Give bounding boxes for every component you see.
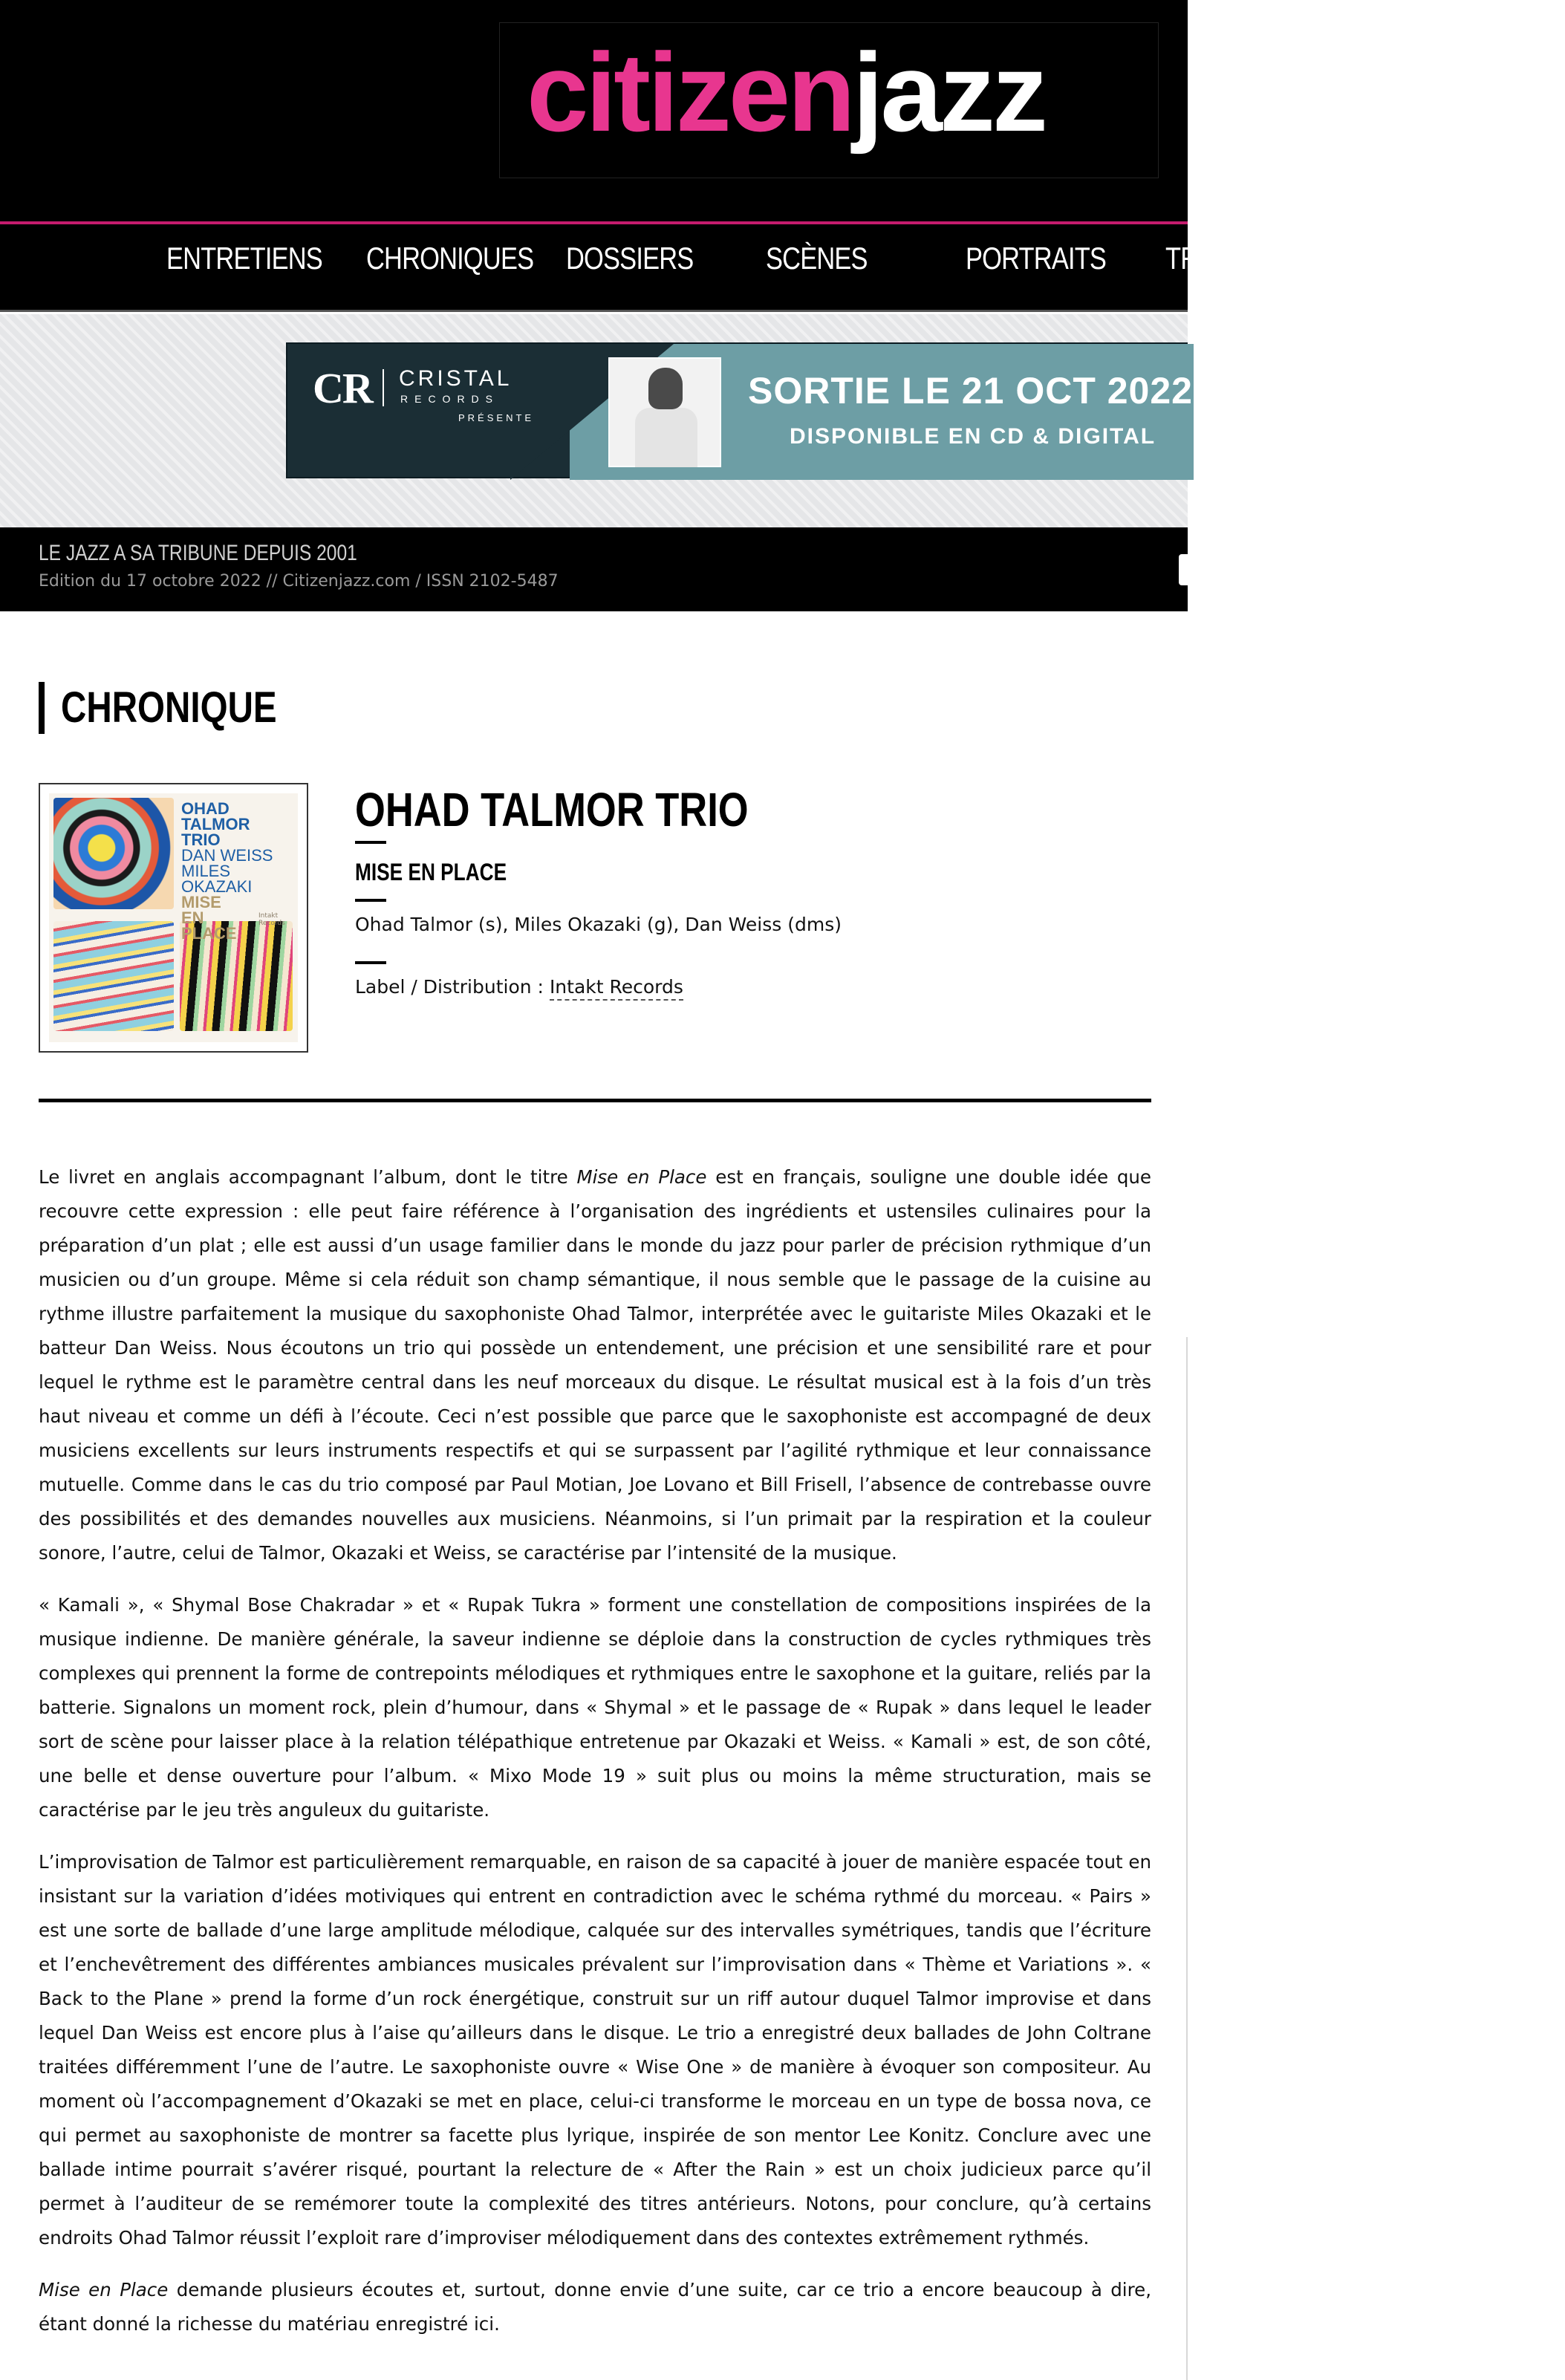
cover-art-bottom-left xyxy=(53,921,174,1031)
subtitle-dash xyxy=(355,899,386,902)
ad-cover-figure-body xyxy=(635,408,697,467)
ad-cr-logo: CR xyxy=(313,364,372,412)
ad-subline: DISPONIBLE EN CD & DIGITAL xyxy=(790,424,1156,449)
nav-item-photos[interactable]: PHO xyxy=(1365,241,1419,276)
ad-records: RECORDS xyxy=(400,393,500,405)
site-header xyxy=(0,0,1188,221)
nav-item-dossiers[interactable]: DOSSIERS xyxy=(566,241,694,276)
tagline-bar xyxy=(0,527,1188,611)
article-paragraph-1: Le livret en anglais accompagnant l’album, dont le titre Mise en Place est en français, souligne une double idée que recouvre cette expression : elle peut faire référence à l’organisation des ingrédients et ustensiles culinaires pour la préparation d’un plat ; elle est aussi d’un usage familier dans le monde du jazz pour parler de précision rythmique d’un musicien ou d’un groupe. Même si cela réduit son champ sémantique, il nous semble que le passage de la cuisine au rythme illustre parfaitement la musique du saxophoniste Ohad Talmor, interprétée avec le guitariste Miles Okazaki et le batteur Dan Weiss. Nous écoutons un trio qui possède un entendement, une précision et une sensibilité rare et pour lequel le rythme est le paramètre central dans les neuf morceaux du disque. Le résultat musical est à la fois d’un très haut niveau et comme un défi à l’écoute. Ceci n’est possible que parce que le saxophoniste est accompagné de deux musiciens excellents sur leurs instruments respectifs et qui se surpassent par l’agilité rythmique et leur connaissance mutuelle. Comme dans le cas du trio composé par Paul Motian, Joe Lovano et Bill Frisell, l’absence de contrebasse ouvre des possibilités et des demandes nouvelles aux musiciens. Néanmoins, si l’un primait par la respiration et la couleur sonore, l’autre, celui de Talmor, Okazaki et Weiss, se caractérise par l’intensité de la musique. xyxy=(39,1166,1151,1564)
nav-item-entretiens[interactable]: ENTRETIENS xyxy=(166,241,322,276)
search-toggle-edge[interactable] xyxy=(1179,554,1188,585)
banner-zone xyxy=(0,314,1193,527)
album-title: OHAD TALMOR TRIO xyxy=(355,783,749,836)
album-musicians: Ohad Talmor (s), Miles Okazaki (g), Dan Weiss (dms) xyxy=(355,914,842,935)
ad-banner[interactable] xyxy=(286,342,1193,478)
ad-cover-figure-head xyxy=(648,368,683,409)
title-dash xyxy=(355,841,386,844)
site-logo-link[interactable] xyxy=(499,22,1159,178)
label-link[interactable]: Intakt Records xyxy=(550,976,683,1001)
edition-info: Edition du 17 octobre 2022 // Citizenjazz.com / ISSN 2102-5487 xyxy=(39,572,559,591)
section-divider xyxy=(39,1099,1151,1102)
nav-list xyxy=(166,235,1565,282)
ad-headline: SORTIE LE 21 OCT 2022 xyxy=(748,370,1193,412)
article-paragraph-3: L’improvisation de Talmor est particulièrement remarquable, en raison de sa capacité à jouer de manière espacée tout en insistant sur la variation d’idées motiviques qui entrent en contradiction avec le schéma rythmé du morceau. « Pairs » est une sorte de ballade d’une large amplitude mélodique, calquée sur des intervalles symétriques, tandis que l’écriture et l’enchevêtrement des différentes ambiances musicales prévalent sur l’improvisation dans « Thème et Variations ». « Back to the Plane » prend la forme d’un rock énergétique, construit sur un riff autour duquel Talmor improvise et dans lequel Dan Weiss est encore plus à l’aise qu’ailleurs dans le disque. Le trio a enregistré deux ballades de John Coltrane traitées différemment l’une de l’autre. Le saxophoniste ouvre « Wise One » de manière à évoquer son compositeur. Au moment où l’accompagnement d’Okazaki se met en place, celui-ci transforme le morceau en un type de bossa nova, ce qui permet au saxophoniste de montrer sa facette plus lyrique, inspirée de son mentor Lee Konitz. Conclure avec une ballade intime pourrait s’avérer risqué, pourtant la relecture de « After the Rain » est un choix judicieux parce qu’il permet à l’auditeur de se remémorer toute la complexité des titres antérieurs. Notons, pour conclure, qu’à certains endroits Ohad Talmor réussit l’exploit rare d’improviser mélodiquement dans des contextes extrêmement rythmés. xyxy=(39,1851,1151,2249)
article-paragraph-4: Mise en Place demande plusieurs écoutes et, surtout, donne envie d’une suite, car ce trio a encore beaucoup à dire, étant donné la richesse du matériau enregistré ici. xyxy=(39,2279,1151,2335)
album-label: Label / Distribution : Intakt Records xyxy=(355,976,683,998)
site-tagline: LE JAZZ A SA TRIBUNE DEPUIS 2001 xyxy=(39,541,357,565)
ad-album-cover xyxy=(608,357,721,467)
album-cover xyxy=(39,783,308,1053)
ad-presente: PRÉSENTE xyxy=(458,412,535,423)
nav-item-tribunes[interactable]: TRIBUNES xyxy=(1165,241,1290,276)
musicians-dash xyxy=(355,961,386,964)
section-title: CHRONIQUE xyxy=(39,682,324,734)
page-edge-line xyxy=(1186,1337,1188,2380)
cover-art-top-left xyxy=(53,798,174,909)
cover-title: OHAD TALMOR TRIO DAN WEISS MILES OKAZAKI MISE EN PLACE xyxy=(181,799,273,943)
article-body xyxy=(39,1160,1151,2359)
album-subtitle: MISE EN PLACE xyxy=(355,859,507,885)
album-cover-art xyxy=(49,793,298,1042)
article-paragraph-2: « Kamali », « Shymal Bose Chakradar » et « Rupak Tukra » forment une constellation de compositions inspirées de la musique indienne. De manière générale, la saveur indienne se déploie dans la construction de cycles rythmiques très complexes qui prennent la forme de contrepoints mélodiques et rythmiques entre le saxophone et la guitare, reliés par la batterie. Signalons un moment rock, plein d’humour, dans « Shymal » et le passage de « Rupak » dans lequel le leader sort de scène pour laisser place à la relation télépathique entretenue par Okazaki et Weiss. « Kamali » est, de son côté, une belle et dense ouverture pour l’album. « Mixo Mode 19 » suit plus ou moins la même structuration, mais se caractérise par le jeu très anguleux du guitariste. xyxy=(39,1594,1151,1821)
cover-label-text: Intakt Records xyxy=(258,912,285,927)
site-logo: citizenjazz xyxy=(527,30,1045,155)
nav-item-portraits[interactable]: PORTRAITS xyxy=(966,241,1107,276)
ad-brand: CRISTAL xyxy=(399,366,513,391)
nav-item-scenes[interactable]: SCÈNES xyxy=(766,241,868,276)
main-nav xyxy=(0,224,1419,312)
ad-divider xyxy=(383,369,384,406)
nav-item-chroniques[interactable]: CHRONIQUES xyxy=(366,241,534,276)
